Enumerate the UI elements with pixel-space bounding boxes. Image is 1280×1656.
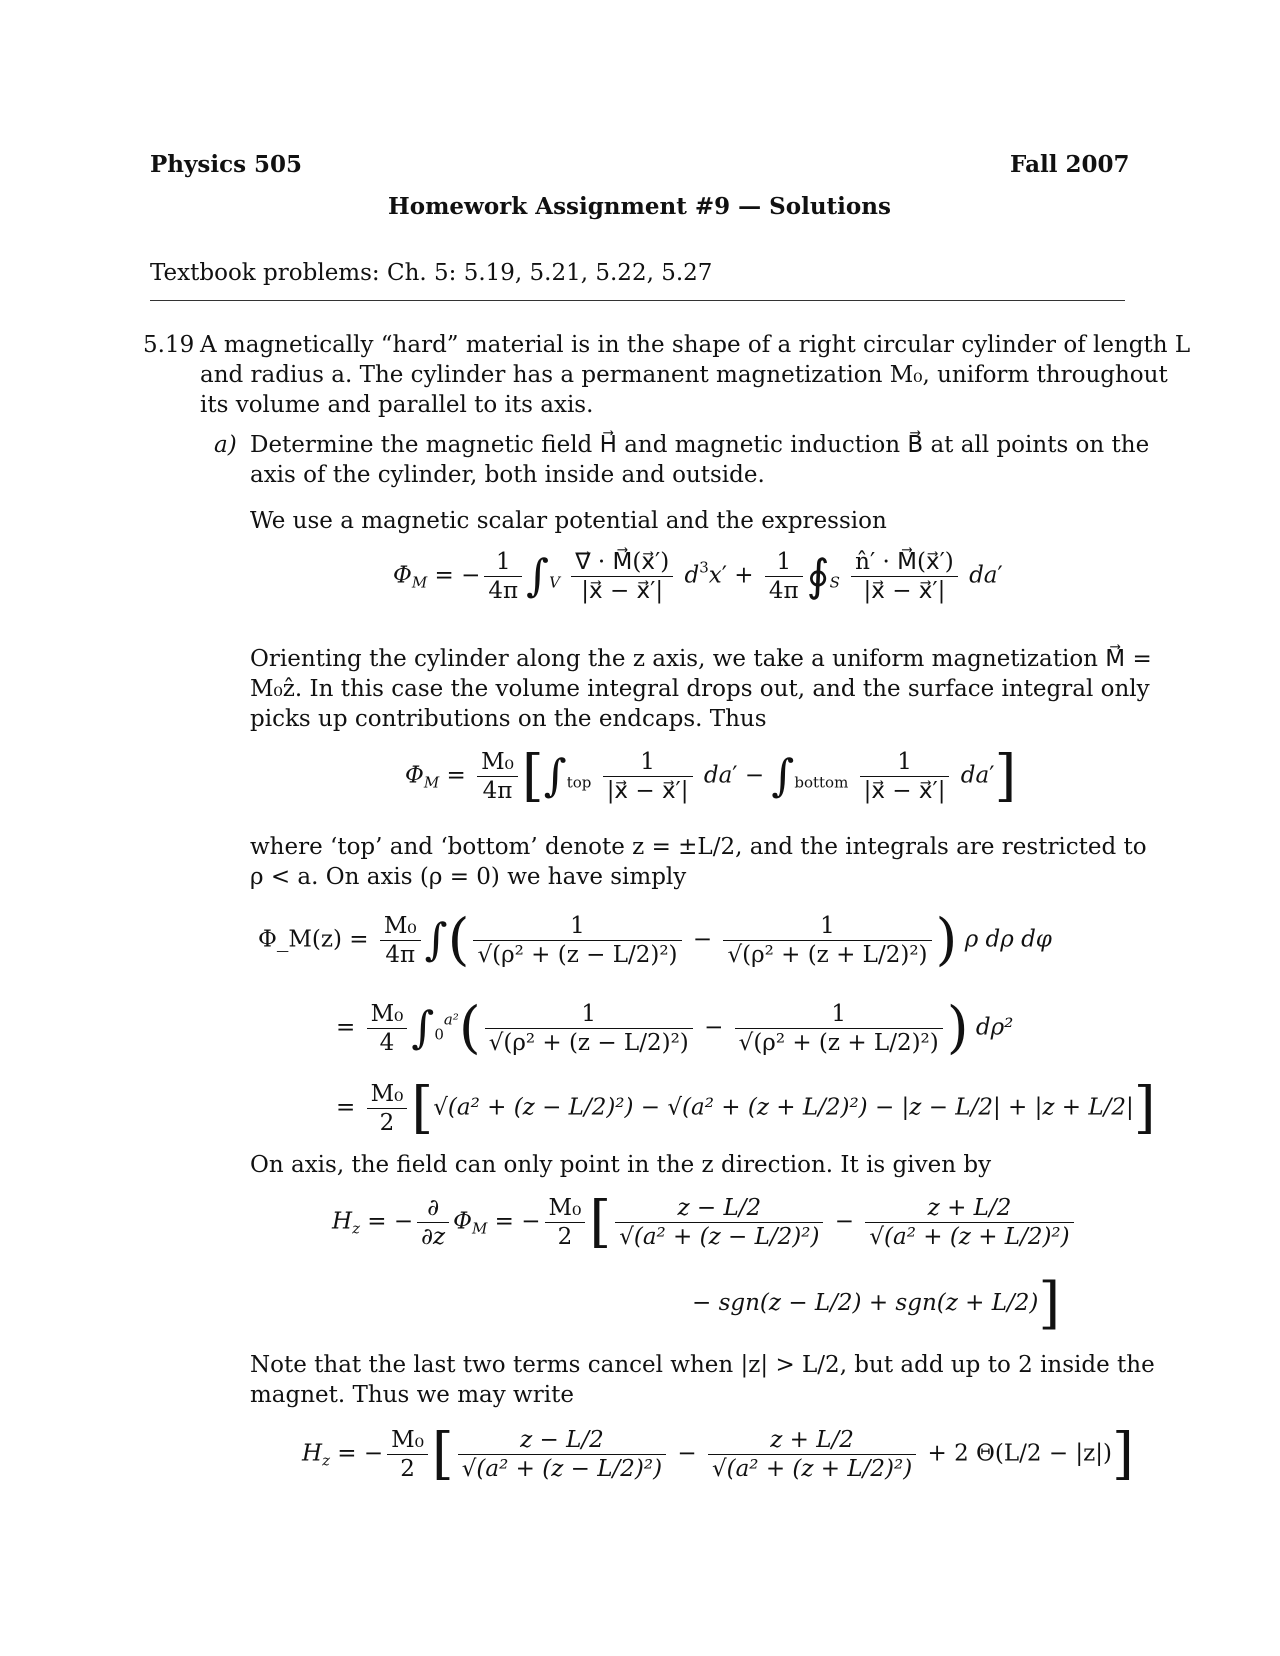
paragraph-4: On axis, the field can only point in the z direction. It is given by	[250, 1152, 992, 1178]
equation-3-line-2: = $\frac{\text{M₀}}{4}$ $\int_0^{a^2}$( $\frac{1}{\text{√(ρ² + (z − L/2)²)}}$ − $\frac{1}{\text{√(ρ² + (z + L/2)²)}}$ ) dρ²	[336, 995, 1014, 1061]
paragraph-3-line-1: where ‘top’ and ‘bottom’ denote z = ±L/2, and the integrals are restricted to	[250, 834, 1147, 860]
problem-statement-line-1: A magnetically “hard” material is in the shape of a right circular cylinder of length L	[200, 332, 1191, 358]
equation-4-line-2: − sgn(z − L/2) + sgn(z + L/2)]	[692, 1271, 1061, 1336]
header-rule	[150, 300, 1125, 301]
part-a-label: a)	[214, 432, 237, 458]
equation-5: $H_z$ = − $\frac{\text{M₀}}{2}$ [ $\frac{z - L/2}{\text{√(a² + (z − L/2)²)}}$ − $\frac{z + L/2}{\text{√(a² + (z + L/2)²)}}$ + 2 Θ(L/2 − |z|)]	[302, 1421, 1134, 1487]
paragraph-2-line-3: picks up contributions on the endcaps. Thus	[250, 706, 767, 732]
equation-3-line-1: Φ_M(z) = $\frac{\text{M₀}}{4\pi}$ ∫( $\frac{1}{\text{√(ρ² + (z − L/2)²)}}$ − $\frac{1}{\text{√(ρ² + (z + L/2)²)}}$ ) ρ dρ dφ	[258, 907, 1052, 973]
paragraph-2-line-2: M₀ẑ. In this case the volume integral drops out, and the surface integral only	[250, 676, 1150, 702]
problem-number: 5.19	[143, 332, 195, 358]
part-a-line-2: axis of the cylinder, both inside and outside.	[250, 462, 765, 488]
equation-2: $\Phi_M$ = $\frac{\text{M₀}}{4\pi}$ [$\int_{top}$ $\frac{1}{|x⃗ - x⃗'|}$ $da' - \int_{bottom}$ $\frac{1}{|x⃗ - x⃗'|}$ da′]	[405, 743, 1017, 809]
problem-statement-line-2: and radius a. The cylinder has a permanent magnetization M₀, uniform throughout	[200, 362, 1168, 388]
equation-3-line-3: = $\frac{\text{M₀}}{2}$ [√(a² + (z − L/2)²) − √(a² + (z + L/2)²) − |z − L/2| + |z + L/2|]	[336, 1075, 1156, 1141]
paragraph-1: We use a magnetic scalar potential and the expression	[250, 508, 887, 534]
equation-4-line-1: $H_z$ = − $\frac{\partial}{\partial z}$ $\Phi_M$ = − $\frac{\text{M₀}}{2}$ [ $\frac{z - L/2}{\text{√(a² + (z − L/2)²)}}$ − $\frac{z + L/2}{\text{√(a² + (z + L/2)²)}}$	[332, 1194, 1078, 1251]
textbook-problems: Textbook problems: Ch. 5: 5.19, 5.21, 5.22, 5.27	[150, 260, 713, 286]
part-a-line-1: Determine the magnetic field H⃗ and magnetic induction B⃗ at all points on the	[250, 432, 1150, 458]
course-name: Physics 505	[150, 151, 303, 178]
paragraph-3-line-2: ρ < a. On axis (ρ = 0) we have simply	[250, 864, 687, 890]
paragraph-5-line-1: Note that the last two terms cancel when |z| > L/2, but add up to 2 inside the	[250, 1352, 1155, 1378]
problem-statement-line-3: its volume and parallel to its axis.	[200, 392, 594, 418]
paragraph-2-line-1: Orienting the cylinder along the z axis, we take a uniform magnetization M⃗ =	[250, 646, 1152, 672]
paragraph-5-line-2: magnet. Thus we may write	[250, 1382, 574, 1408]
page-title: Homework Assignment #9 — Solutions	[388, 193, 891, 220]
term: Fall 2007	[1010, 151, 1130, 178]
equation-1: $\Phi_M$ = − $\frac{1}{4\pi}$ $\int_V$ $\frac{\nabla⃗ \cdot M⃗(x⃗')}{|x⃗ - x⃗'|}$ $d^3x'$ + $\frac{1}{4\pi}$ $∮_S$ $\frac{n̂' \cdot M⃗(x⃗')}{|x⃗ - x⃗'|}$ da′	[393, 549, 1003, 604]
